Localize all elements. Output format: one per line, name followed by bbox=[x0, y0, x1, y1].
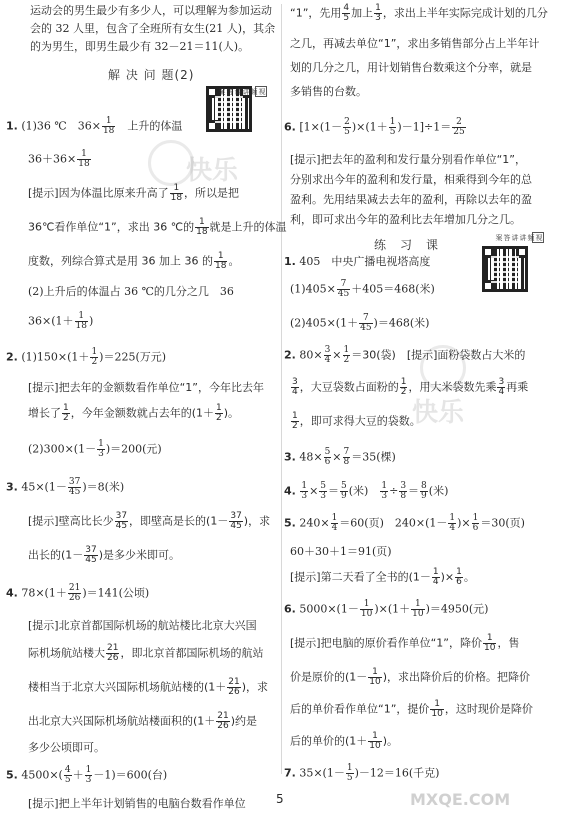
fraction: $\frac{3}{4}$ bbox=[292, 377, 298, 397]
exercise-2: 2. 80× $\frac{3}{4}$ × $\frac{1}{2}$ ＝30(袋) [提示]面粉袋数占大米的 bbox=[284, 345, 526, 365]
fraction: $\frac{37}{45}$ bbox=[115, 511, 128, 531]
fraction: $\frac{1}{18}$ bbox=[102, 116, 115, 136]
fraction: $\frac{3}{4}$ bbox=[498, 377, 505, 397]
fraction: $\frac{1}{3}$ bbox=[375, 3, 381, 23]
fraction: $\frac{8}{9}$ bbox=[421, 481, 427, 501]
fraction: $\frac{2}{5}$ bbox=[344, 117, 350, 137]
hint-line: 后的单价看作单位“1”，提价 $\frac{1}{10}$ ，这时现价是降价 bbox=[290, 699, 533, 719]
fraction: $\frac{1}{2}$ bbox=[343, 345, 350, 365]
fraction: $\frac{1}{10}$ bbox=[412, 599, 424, 619]
question-4: 4. 78×(1＋ $\frac{21}{26}$ )＝141(公顷) bbox=[6, 583, 150, 603]
fraction: $\frac{1}{10}$ bbox=[369, 667, 381, 687]
exercise-7: 7. 35×(1－ $\frac{1}{5}$ )－12＝16(千克) bbox=[284, 763, 440, 783]
hint-line: [提示]第二天看了全书的(1－ $\frac{1}{4}$ )× $\frac{1}{6}$ 。 bbox=[290, 567, 475, 587]
fraction: $\frac{1}{10}$ bbox=[360, 599, 373, 619]
page-number: 5 bbox=[276, 792, 284, 806]
fraction: $\frac{37}{45}$ bbox=[230, 511, 242, 531]
section-heading: 解 决 问 题(2) bbox=[108, 68, 195, 82]
fraction: $\frac{3}{8}$ bbox=[400, 481, 407, 501]
question-1 bbox=[6, 117, 182, 136]
fraction: $\frac{1}{3}$ bbox=[301, 481, 308, 501]
hint-line: 后的单价的(1＋ $\frac{1}{10}$ )。 bbox=[290, 731, 399, 751]
fraction: $\frac{37}{45}$ bbox=[68, 477, 81, 497]
fraction: $\frac{1}{4}$ bbox=[449, 513, 456, 533]
hint-line: 利，即可求出今年的盈利比去年增加几分之几。 bbox=[290, 213, 521, 226]
hint-line: “1”，先用 $\frac{4}{5}$ 加上 $\frac{1}{3}$ ，求出上半年实际完成计划的几分 bbox=[290, 3, 548, 23]
answer-line: 36×(1＋ $\frac{1}{18}$ ) bbox=[28, 311, 94, 331]
fraction: $\frac{1}{3}$ bbox=[85, 765, 92, 785]
fraction: $\frac{1}{18}$ bbox=[75, 311, 87, 331]
fraction: $\frac{5}{3}$ bbox=[320, 481, 327, 501]
fraction: $\frac{7}{45}$ bbox=[337, 279, 350, 299]
fraction: $\frac{4}{5}$ bbox=[343, 3, 350, 23]
fraction: $\frac{1}{4}$ bbox=[331, 513, 338, 533]
fraction: $\frac{1}{10}$ bbox=[483, 633, 496, 653]
intro-line: 的为男生，即男生最少有 32－21＝11(人)。 bbox=[30, 40, 250, 53]
fraction: $\frac{1}{4}$ bbox=[432, 567, 439, 587]
qr-code[interactable] bbox=[482, 246, 528, 292]
fraction: $\frac{21}{26}$ bbox=[68, 583, 81, 603]
fraction: $\frac{1}{6}$ bbox=[456, 567, 462, 587]
section-heading: 练 习 课 bbox=[374, 238, 440, 252]
hint-line: 际机场航站楼大 $\frac{21}{26}$ ，即北京首都国际机场的航站 bbox=[28, 643, 264, 663]
fraction: $\frac{1}{2}$ bbox=[63, 403, 69, 423]
exercise-3: 3. 48× $\frac{5}{6}$ × $\frac{7}{8}$ ＝35(棵) bbox=[284, 447, 396, 467]
answer-line: (2)405×(1＋ $\frac{7}{45}$ )＝468(米) bbox=[290, 313, 430, 333]
question-5: 5. 4500×( $\frac{4}{5}$ ＋ $\frac{1}{3}$ －1)＝600(台) bbox=[6, 765, 168, 785]
question-3: 3. 45×(1－ $\frac{37}{45}$ )＝8(米) bbox=[6, 477, 125, 497]
hint-line: [提示]把电脑的原价看作单位“1”，降价 $\frac{1}{10}$ ，售 bbox=[290, 633, 520, 653]
fraction: $\frac{21}{26}$ bbox=[228, 677, 240, 697]
hint-line: [提示]把去年的盈利和发行量分别看作单位“1”， bbox=[290, 153, 526, 166]
question-6: 6. [1×(1－ $\frac{2}{5}$ )×(1＋ $\frac{1}{5}$ )－1]÷1＝ $\frac{2}{25}$ bbox=[284, 117, 465, 137]
fraction: $\frac{37}{45}$ bbox=[85, 545, 97, 565]
intro-line: 运动会的男生最少有多少人，可以理解为参加运动 bbox=[30, 4, 272, 17]
hint-line: 多销售的台数。 bbox=[290, 85, 367, 98]
watermark-text-2: 快乐 bbox=[412, 398, 465, 428]
question-number: 1. bbox=[6, 119, 18, 133]
fraction: $\frac{7}{8}$ bbox=[343, 447, 350, 467]
fraction: $\frac{1}{18}$ bbox=[170, 183, 183, 203]
hint-line: 盈利。先用结果减去去年的盈利，再除以去年的盈 bbox=[290, 193, 532, 206]
hint-line: 出北京大兴国际机场航站楼面积的(1＋ $\frac{21}{26}$ )约是 bbox=[28, 711, 258, 731]
hint-line: $\frac{3}{4}$ ，大豆袋数占面粉的 $\frac{1}{2}$ ，用大米袋数先乘 $\frac{3}{4}$ 再乘 bbox=[292, 377, 529, 397]
hint-line: 之几，再减去单位“1”，求出多销售部分占上半年计 bbox=[290, 37, 540, 50]
column-divider bbox=[281, 4, 282, 774]
fraction: $\frac{4}{5}$ bbox=[64, 765, 71, 785]
answer-line: (2)300×(1－ $\frac{1}{3}$ )＝200(元) bbox=[28, 439, 162, 459]
question-2: 2. (1)150×(1＋ $\frac{1}{2}$ )＝225(万元) bbox=[6, 347, 167, 367]
fraction: $\frac{1}{3}$ bbox=[381, 481, 388, 501]
fraction: $\frac{1}{5}$ bbox=[389, 117, 396, 137]
hint-line: 度数，列综合算式是用 36 加上 36 的 $\frac{1}{18}$ 。 bbox=[28, 251, 240, 271]
hint-line: 多少公顷即可。 bbox=[28, 741, 105, 754]
hint-line: 价是原价的(1－ $\frac{1}{10}$ )，求出降价后的价格。把降价 bbox=[290, 667, 531, 687]
fraction: $\frac{5}{9}$ bbox=[341, 481, 347, 501]
qr-label: 视频讲讲答案 bbox=[495, 234, 543, 241]
fraction: $\frac{1}{18}$ bbox=[78, 149, 90, 169]
hint-line: 出长的(1－ $\frac{37}{45}$ )是多少米即可。 bbox=[28, 545, 181, 565]
exercise-1: 1. 405 中央广播电视塔高度 bbox=[284, 255, 431, 268]
hint-line: 划的几分之几，用计划销售台数乘这个分率，就是 bbox=[290, 61, 532, 74]
corner-watermark: MXQE.COM bbox=[410, 790, 511, 809]
fraction: $\frac{1}{5}$ bbox=[346, 763, 353, 783]
hint-line: 36℃看作单位“1”，求出 36 ℃的 $\frac{1}{18}$ 就是上升的体温 bbox=[28, 217, 287, 237]
answer-line: (2)上升后的体温占 36 ℃的几分之几 36 bbox=[28, 285, 234, 298]
fraction: $\frac{1}{2}$ bbox=[400, 377, 407, 397]
exercise-6: 6. 5000×(1－ $\frac{1}{10}$ )×(1＋ $\frac{1}{10}$ )＝4950(元) bbox=[284, 599, 489, 619]
fraction: $\frac{7}{45}$ bbox=[360, 313, 372, 333]
fraction: $\frac{1}{18}$ bbox=[196, 217, 208, 237]
hint-line: 增长了 $\frac{1}{2}$ ，今年金额数就占去年的(1＋ $\frac{1}{2}$ )。 bbox=[28, 403, 240, 423]
fraction: $\frac{1}{2}$ bbox=[216, 403, 222, 423]
hint-line: [提示]因为体温比原来升高了 $\frac{1}{18}$ ，所以是把 bbox=[28, 183, 240, 203]
exercise-4: 4. $\frac{1}{3}$ × $\frac{5}{3}$ ＝ $\frac{5}{9}$ (米) $\frac{1}{3}$ ÷ $\frac{3}{8}$ ＝ $\frac{8}{9}$ (米) bbox=[284, 481, 449, 501]
fraction: $\frac{1}{2}$ bbox=[292, 411, 298, 431]
exercise-5: 5. 240× $\frac{1}{4}$ ＝60(页) 240×(1－ $\frac{1}{4}$ )× $\frac{1}{6}$ ＝30(页) bbox=[284, 513, 525, 533]
hint-line: [提示]把上半年计划销售的电脑台数看作单位 bbox=[28, 797, 246, 810]
hint-line: 楼相当于北京大兴国际机场航站楼的(1＋ $\frac{21}{26}$ )，求 bbox=[28, 677, 269, 697]
answer-line: (1)405× $\frac{7}{45}$ ＋405＝468(米) bbox=[290, 279, 435, 299]
hint-line: [提示]把去年的金额数看作单位“1”，今年比去年 bbox=[28, 381, 264, 394]
fraction: $\frac{21}{26}$ bbox=[217, 711, 229, 731]
hint-line: 分别求出今年的盈利和发行量，相乘得到今年的总 bbox=[290, 173, 532, 186]
fraction: $\frac{21}{26}$ bbox=[107, 643, 119, 663]
fraction: $\frac{5}{6}$ bbox=[324, 447, 331, 467]
answer-line: 60＋30＋1＝91(页) bbox=[290, 545, 392, 558]
qr-label: 视频讲讲答案 bbox=[218, 88, 266, 95]
watermark-text: 快乐 bbox=[186, 156, 239, 186]
hint-line: [提示]壁高比长少 $\frac{37}{45}$ ，即壁高是长的(1－ $\frac{37}{45}$ )，求 bbox=[28, 511, 271, 531]
fraction: $\frac{1}{10}$ bbox=[369, 731, 381, 751]
answer-text: 上升的体温 bbox=[116, 119, 183, 133]
fraction: $\frac{1}{18}$ bbox=[214, 251, 227, 271]
answer-line: 36＋36× $\frac{1}{18}$ bbox=[28, 149, 90, 169]
fraction: $\frac{3}{4}$ bbox=[324, 345, 331, 365]
fraction: $\frac{1}{3}$ bbox=[98, 439, 104, 459]
fraction: $\frac{1}{2}$ bbox=[91, 347, 98, 367]
hint-line: [提示]北京首都国际机场的航站楼比北京大兴国 bbox=[28, 619, 257, 632]
fraction: $\frac{2}{25}$ bbox=[453, 117, 465, 137]
fraction: $\frac{1}{6}$ bbox=[472, 513, 479, 533]
fraction: $\frac{1}{10}$ bbox=[431, 699, 443, 719]
answer-text: (1)36 ℃ 36× bbox=[21, 119, 101, 133]
intro-line: 会的 32 人里，包含了全班所有女生(21 人)，其余 bbox=[30, 22, 276, 35]
hint-line: $\frac{1}{2}$ ，即可求得大豆的袋数。 bbox=[292, 411, 421, 431]
